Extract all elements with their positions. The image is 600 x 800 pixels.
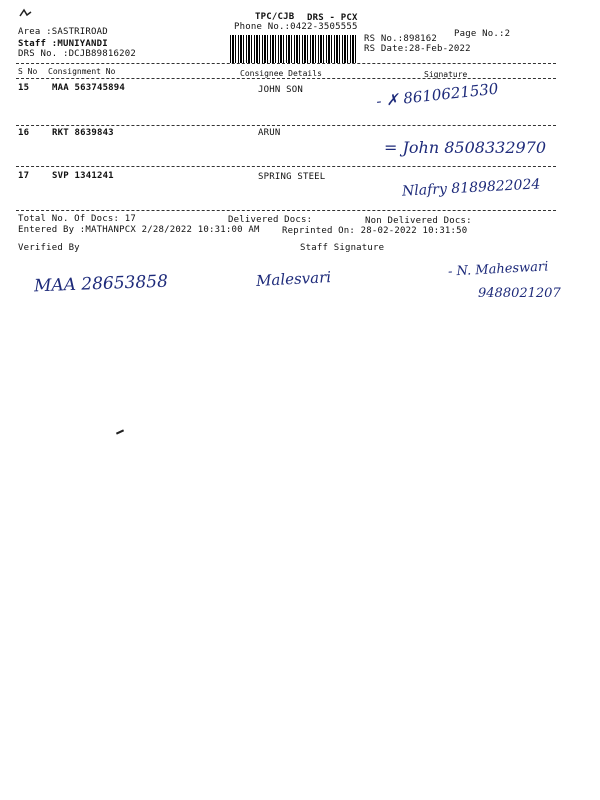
row-sno: 15 (18, 83, 30, 93)
handwritten-verifier: MAA 28653858 (33, 271, 169, 297)
area: Area :SASTRIROAD (18, 27, 108, 37)
handwritten-phone: 9488021207 (478, 286, 561, 301)
barcode (230, 35, 358, 63)
drs-number: DRS No. :DCJB89816202 (18, 49, 136, 59)
col-sno: S No (18, 67, 38, 76)
col-signature: Signature (424, 70, 468, 79)
company-code: TPC/CJB (255, 12, 295, 22)
phone-number: Phone No.:0422-3505555 (234, 22, 358, 32)
handwritten-signature: Nlafry 8189822024 (401, 176, 541, 200)
row-consignee: JOHN SON (258, 85, 303, 95)
stray-mark (116, 429, 124, 434)
row-consignee: ARUN (258, 128, 281, 138)
divider (16, 63, 556, 64)
handwritten-signature: - ✗ 8610621530 (375, 79, 500, 111)
row-consignment: RKT 8639843 (52, 128, 114, 138)
delivered-docs: Delivered Docs: (228, 215, 313, 225)
staff-signature-label: Staff Signature (300, 243, 385, 253)
reprinted-on: Reprinted On: 28-02-2022 10:31:50 (282, 226, 468, 236)
divider (16, 78, 556, 79)
col-consignment: Consignment No (48, 67, 116, 76)
total-docs: Total No. Of Docs: 17 (18, 214, 136, 224)
divider (16, 166, 556, 167)
corner-mark-icon (16, 6, 36, 26)
rs-date: RS Date:28-Feb-2022 (364, 44, 471, 54)
verified-by-label: Verified By (18, 243, 80, 253)
divider (16, 210, 556, 211)
divider (16, 125, 556, 126)
row-consignment: SVP 1341241 (52, 171, 114, 181)
entered-by: Entered By :MATHANPCX 2/28/2022 10:31:00 AM (18, 225, 260, 235)
row-sno: 16 (18, 128, 30, 138)
row-consignee: SPRING STEEL (258, 172, 326, 182)
row-consignment: MAA 563745894 (52, 83, 126, 93)
rs-number: RS No.:898162 (364, 34, 438, 44)
handwritten-signature: = John 8508332970 (384, 138, 547, 157)
row-sno: 17 (18, 171, 30, 181)
non-delivered-docs: Non Delivered Docs: (365, 216, 472, 226)
drs-code: DRS - PCX (307, 13, 358, 23)
col-consignee: Consignee Details (240, 69, 322, 78)
handwritten-staff-signature: Malesvari (255, 268, 332, 290)
staff: Staff :MUNIYANDI (18, 39, 108, 49)
page-number: Page No.:2 (454, 29, 511, 39)
handwritten-name: - N. Maheswari (447, 259, 549, 280)
